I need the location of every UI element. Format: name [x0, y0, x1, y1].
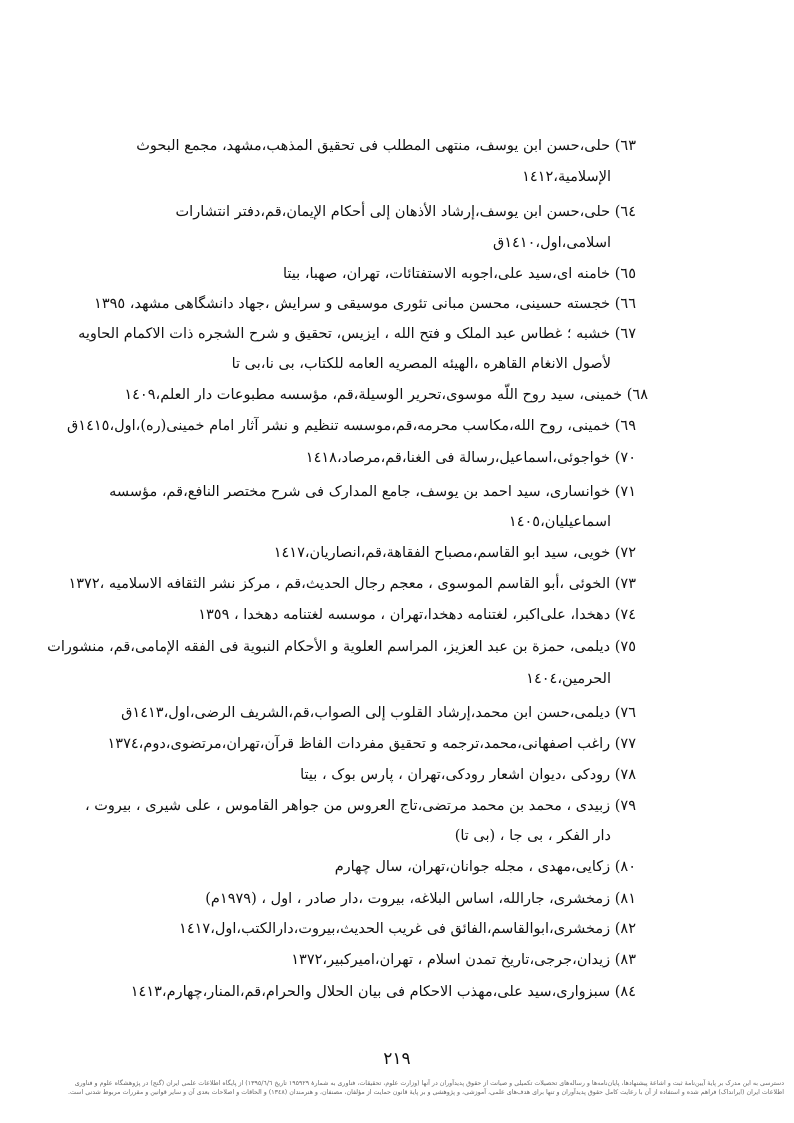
reference-78: ٧٨) رودکی ،دیوان اشعار رودکی،تهران ، پارس بوک ، بیتا	[300, 767, 636, 783]
reference-75-line-2: الحرمین،١٤٠٤	[526, 671, 611, 687]
reference-72: ٧٢) خویی، سید ابو القاسم،مصباح الفقاهة،قم،انصاریان،١٤١٧	[273, 545, 636, 561]
reference-64-line-1: ٦٤) حلی،حسن ابن یوسف،إرشاد الأذهان إلی أحکام الإیمان،قم،دفتر انتشارات	[175, 204, 636, 220]
reference-71-line-2: اسماعیلیان،١٤٠٥	[508, 514, 611, 530]
reference-83: ٨٣) زیدان،جرجی،تاریخ تمدن اسلام ، تهران،امیرکبیر،١٣٧٢	[291, 952, 636, 968]
reference-73: ٧٣) الخوئی ،أبو القاسم الموسوی ، معجم رجال الحدیث،قم ، مرکز نشر الثقافه الاسلامیه ،١٣٧٢	[68, 576, 636, 592]
reference-67-line-2: لأصول الانغام القاهره ،الهیئه المصریه العامه للکتاب، بی نا،بی تا	[231, 356, 611, 372]
footer-note	[18, 1079, 784, 1097]
footer-note-line-1: دسترسی به این مدرک بر پایهٔ آیین‌نامهٔ ثبت و اشاعهٔ پیشنهادها، پایان‌نامه‌ها و رساله‌های تحصیلات تکمیلی و صیانت از حقوق پدیدآوران در آنها (وزارت علوم، تحقیقات، فناوری به شمارهٔ ١٩٥٩٢٩ تاریخ ١٣٩٥/٦/٦) از پایگاه اطلاعات علمی ایران (گنج) در پژوهشگاه علوم و فناوری	[74, 1080, 784, 1087]
reference-79-line-1: ٧٩) زبیدی ، محمد بن محمد مرتضی،تاج العروس من جواهر القاموس ، علی شیری ، بیروت ،	[84, 798, 636, 814]
reference-63-line-1: ٦٣) حلی،حسن ابن یوسف، منتهی المطلب فی تحقیق المذهب،مشهد، مجمع البحوث	[136, 138, 636, 154]
reference-77: ٧٧) راغب اصفهانی،محمد،ترجمه و تحقیق مفردات الفاظ قرآن،تهران،مرتضوی،دوم،١٣٧٤	[107, 736, 636, 752]
reference-71-line-1: ٧١) خوانساری، سید احمد بن یوسف، جامع المدارک فی شرح مختصر النافع،قم، مؤسسه	[109, 484, 636, 500]
reference-63-line-2: الإسلامیة،١٤١٢	[522, 169, 611, 185]
reference-82: ٨٢) زمخشری،ابوالقاسم،الفائق فی غریب الحدیث،بیروت،دارالکتب،اول،١٤١٧	[179, 921, 636, 937]
reference-64-line-2: اسلامی،اول،١٤١٠ق	[492, 235, 611, 251]
reference-80: ٨٠) زکایی،مهدی ، مجله جوانان،تهران، سال چهارم	[334, 859, 636, 875]
reference-81: ٨١) زمخشری، جارالله، اساس البلاغه، بیروت ،دار صادر ، اول ، (١٩٧٩م)	[205, 891, 636, 907]
footer-note-line-2: اطلاعات ایران (ایرانداک) فراهم شده و استفاده از آن با رعایت کامل حقوق پدیدآوران و تنها برای هدف‌های علمی، آموزشی، و پژوهشی و بر پایهٔ قانون حمایت از مؤلفان، مصنفان، و هنرمندان (١٣٤٨) و الحاقات و اصلاحات بعدی آن و سایر قوانین و مقررات مربوط شدنی است.	[68, 1089, 784, 1096]
reference-67-line-1: ٦٧) خشبه ؛ غطاس عبد الملک و فتح الله ، ایزیس، تحقیق و شرح الشجره ذات الاکمام الحاویه	[78, 326, 636, 342]
reference-70: ٧٠) خواجوئی،اسماعیل،رسالة فی الغنا،قم،مرصاد،١٤١٨	[305, 450, 636, 466]
reference-75-line-1: ٧٥) دیلمی، حمزة بن عبد العزیز، المراسم العلویة و الأحکام النبویة فی الفقه الإمامی،قم، منشورات	[47, 639, 636, 655]
reference-84: ٨٤) سبزواری،سید علی،مهذب الاحکام فی بیان الحلال والحرام،قم،المنار،چهارم،١٤١٣	[130, 984, 636, 1000]
reference-74: ٧٤) دهخدا، علی‌اکبر، لغتنامه دهخدا،تهران ، موسسه لغتنامه دهخدا ، ١٣٥٩	[198, 607, 636, 623]
reference-66: ٦٦) خجسته حسینی، محسن مبانی تئوری موسیقی و سرایش ،جهاد دانشگاهی مشهد، ١٣٩٥	[94, 296, 636, 312]
reference-76: ٧٦) دیلمی،حسن ابن محمد،إرشاد القلوب إلی الصواب،قم،الشریف الرضی،اول،١٤١٣ق	[121, 705, 636, 721]
reference-79-line-2: دار الفکر ، بی جا ، (بی تا)	[454, 828, 611, 844]
page-number: ٢١٩	[383, 1049, 411, 1069]
reference-68: ٦٨) خمینی، سید روح اللّه موسوی،تحریر الوسیلة،قم، مؤسسه مطبوعات دار العلم،١٤٠٩	[124, 387, 648, 403]
reference-69: ٦٩) خمینی، روح الله،مکاسب محرمه،قم،موسسه تنظیم و نشر آثار امام خمینی(ره)،اول،١٤١٥ق	[67, 418, 636, 434]
reference-65: ٦٥) خامنه ای،سید علی،اجوبه الاستفتائات، تهران، صهبا، بیتا	[283, 266, 636, 282]
